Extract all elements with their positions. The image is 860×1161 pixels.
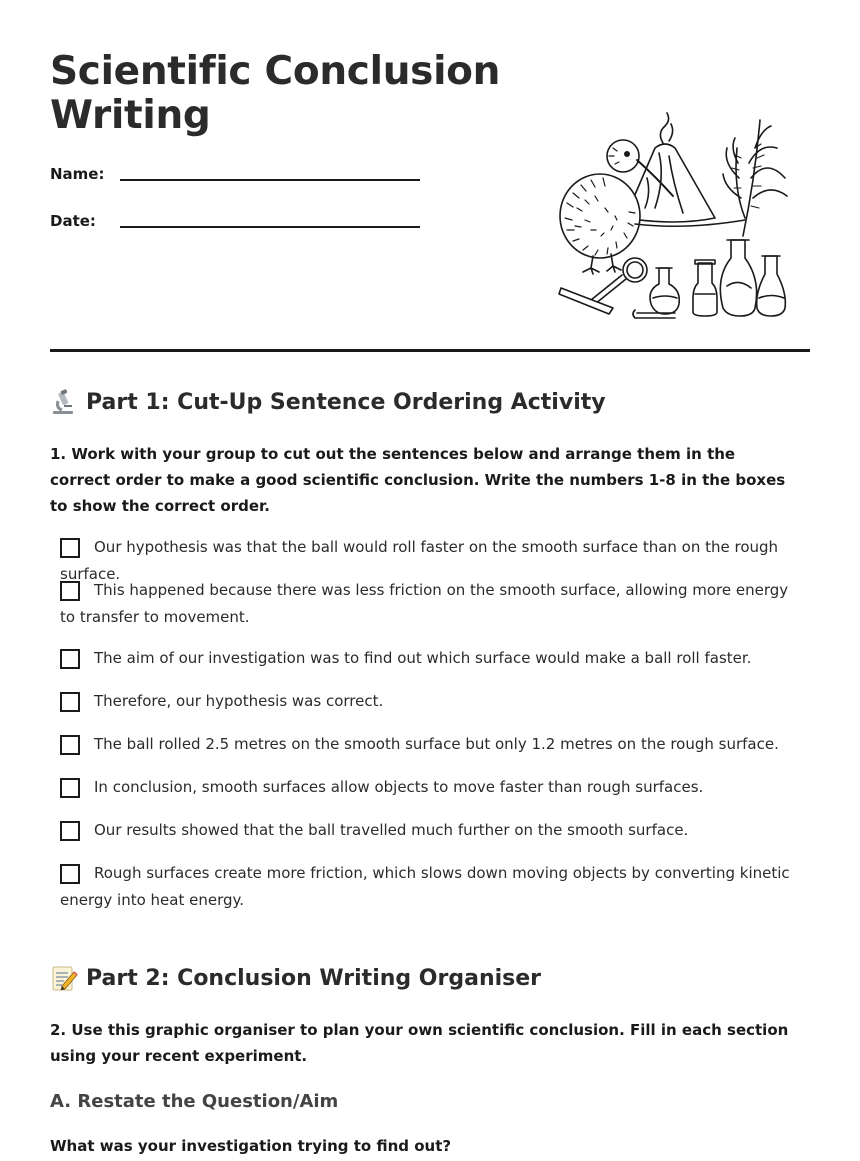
- order-box[interactable]: [60, 692, 80, 712]
- section-divider: [50, 349, 810, 352]
- page-title: Scientific Conclusion Writing: [50, 49, 501, 138]
- sentence-item: [60, 731, 805, 758]
- sentence-text: Our hypothesis was that the ball would roll faster on the smooth surface than on the rough surface.: [60, 538, 779, 583]
- sentence-text: Therefore, our hypothesis was correct.: [94, 692, 384, 710]
- order-box[interactable]: [60, 581, 80, 601]
- name-field: [50, 165, 120, 183]
- order-box[interactable]: [60, 864, 80, 884]
- part1-title: Part 1: Cut-Up Sentence Ordering Activity: [86, 389, 606, 415]
- sentence-text: In conclusion, smooth surfaces allow objects to move faster than rough surfaces.: [94, 778, 704, 796]
- section-a-heading: A. Restate the Question/Aim: [50, 1091, 339, 1112]
- section-a-question: What was your investigation trying to find out?: [50, 1137, 452, 1155]
- sentence-text: Our results showed that the ball travelled much further on the smooth surface.: [94, 821, 689, 839]
- order-box[interactable]: [60, 778, 80, 798]
- date-field: [50, 212, 120, 230]
- sentence-text: The ball rolled 2.5 metres on the smooth surface but only 1.2 metres on the rough surface.: [94, 735, 779, 753]
- memo-pencil-icon: [50, 964, 78, 992]
- part1-heading: [50, 388, 606, 416]
- kiwi-volcano-illustration: [555, 108, 790, 323]
- sentence-text: The aim of our investigation was to find out which surface would make a ball roll faster.: [94, 649, 752, 667]
- date-line[interactable]: [120, 226, 420, 228]
- order-box[interactable]: [60, 649, 80, 669]
- part2-title: Part 2: Conclusion Writing Organiser: [86, 965, 542, 991]
- sentence-text: Rough surfaces create more friction, which slows down moving objects by converting kinetic energy into heat energy.: [60, 864, 790, 909]
- part2-heading: [50, 964, 541, 992]
- name-line[interactable]: [120, 179, 420, 181]
- part2-instruction: 2. Use this graphic organiser to plan your own scientific conclusion. Fill in each section using your recent experiment.: [50, 1021, 789, 1065]
- sentence-item: [60, 645, 805, 672]
- sentence-text: This happened because there was less friction on the smooth surface, allowing more energy to transfer to movement.: [60, 581, 789, 626]
- microscope-icon: [50, 388, 78, 416]
- part1-instruction: 1. Work with your group to cut out the sentences below and arrange them in the correct order to make a good scientific conclusion. Write the numbers 1-8 in the boxes to show the correct order.: [50, 445, 786, 515]
- sentence-item: [60, 774, 805, 801]
- date-label: Date:: [50, 212, 96, 230]
- sentence-item: [60, 577, 805, 631]
- order-box[interactable]: [60, 821, 80, 841]
- sentence-item: [60, 860, 805, 914]
- name-label: Name:: [50, 165, 105, 183]
- order-box[interactable]: [60, 538, 80, 558]
- sentence-item: [60, 817, 805, 844]
- sentence-item: [60, 688, 805, 715]
- order-box[interactable]: [60, 735, 80, 755]
